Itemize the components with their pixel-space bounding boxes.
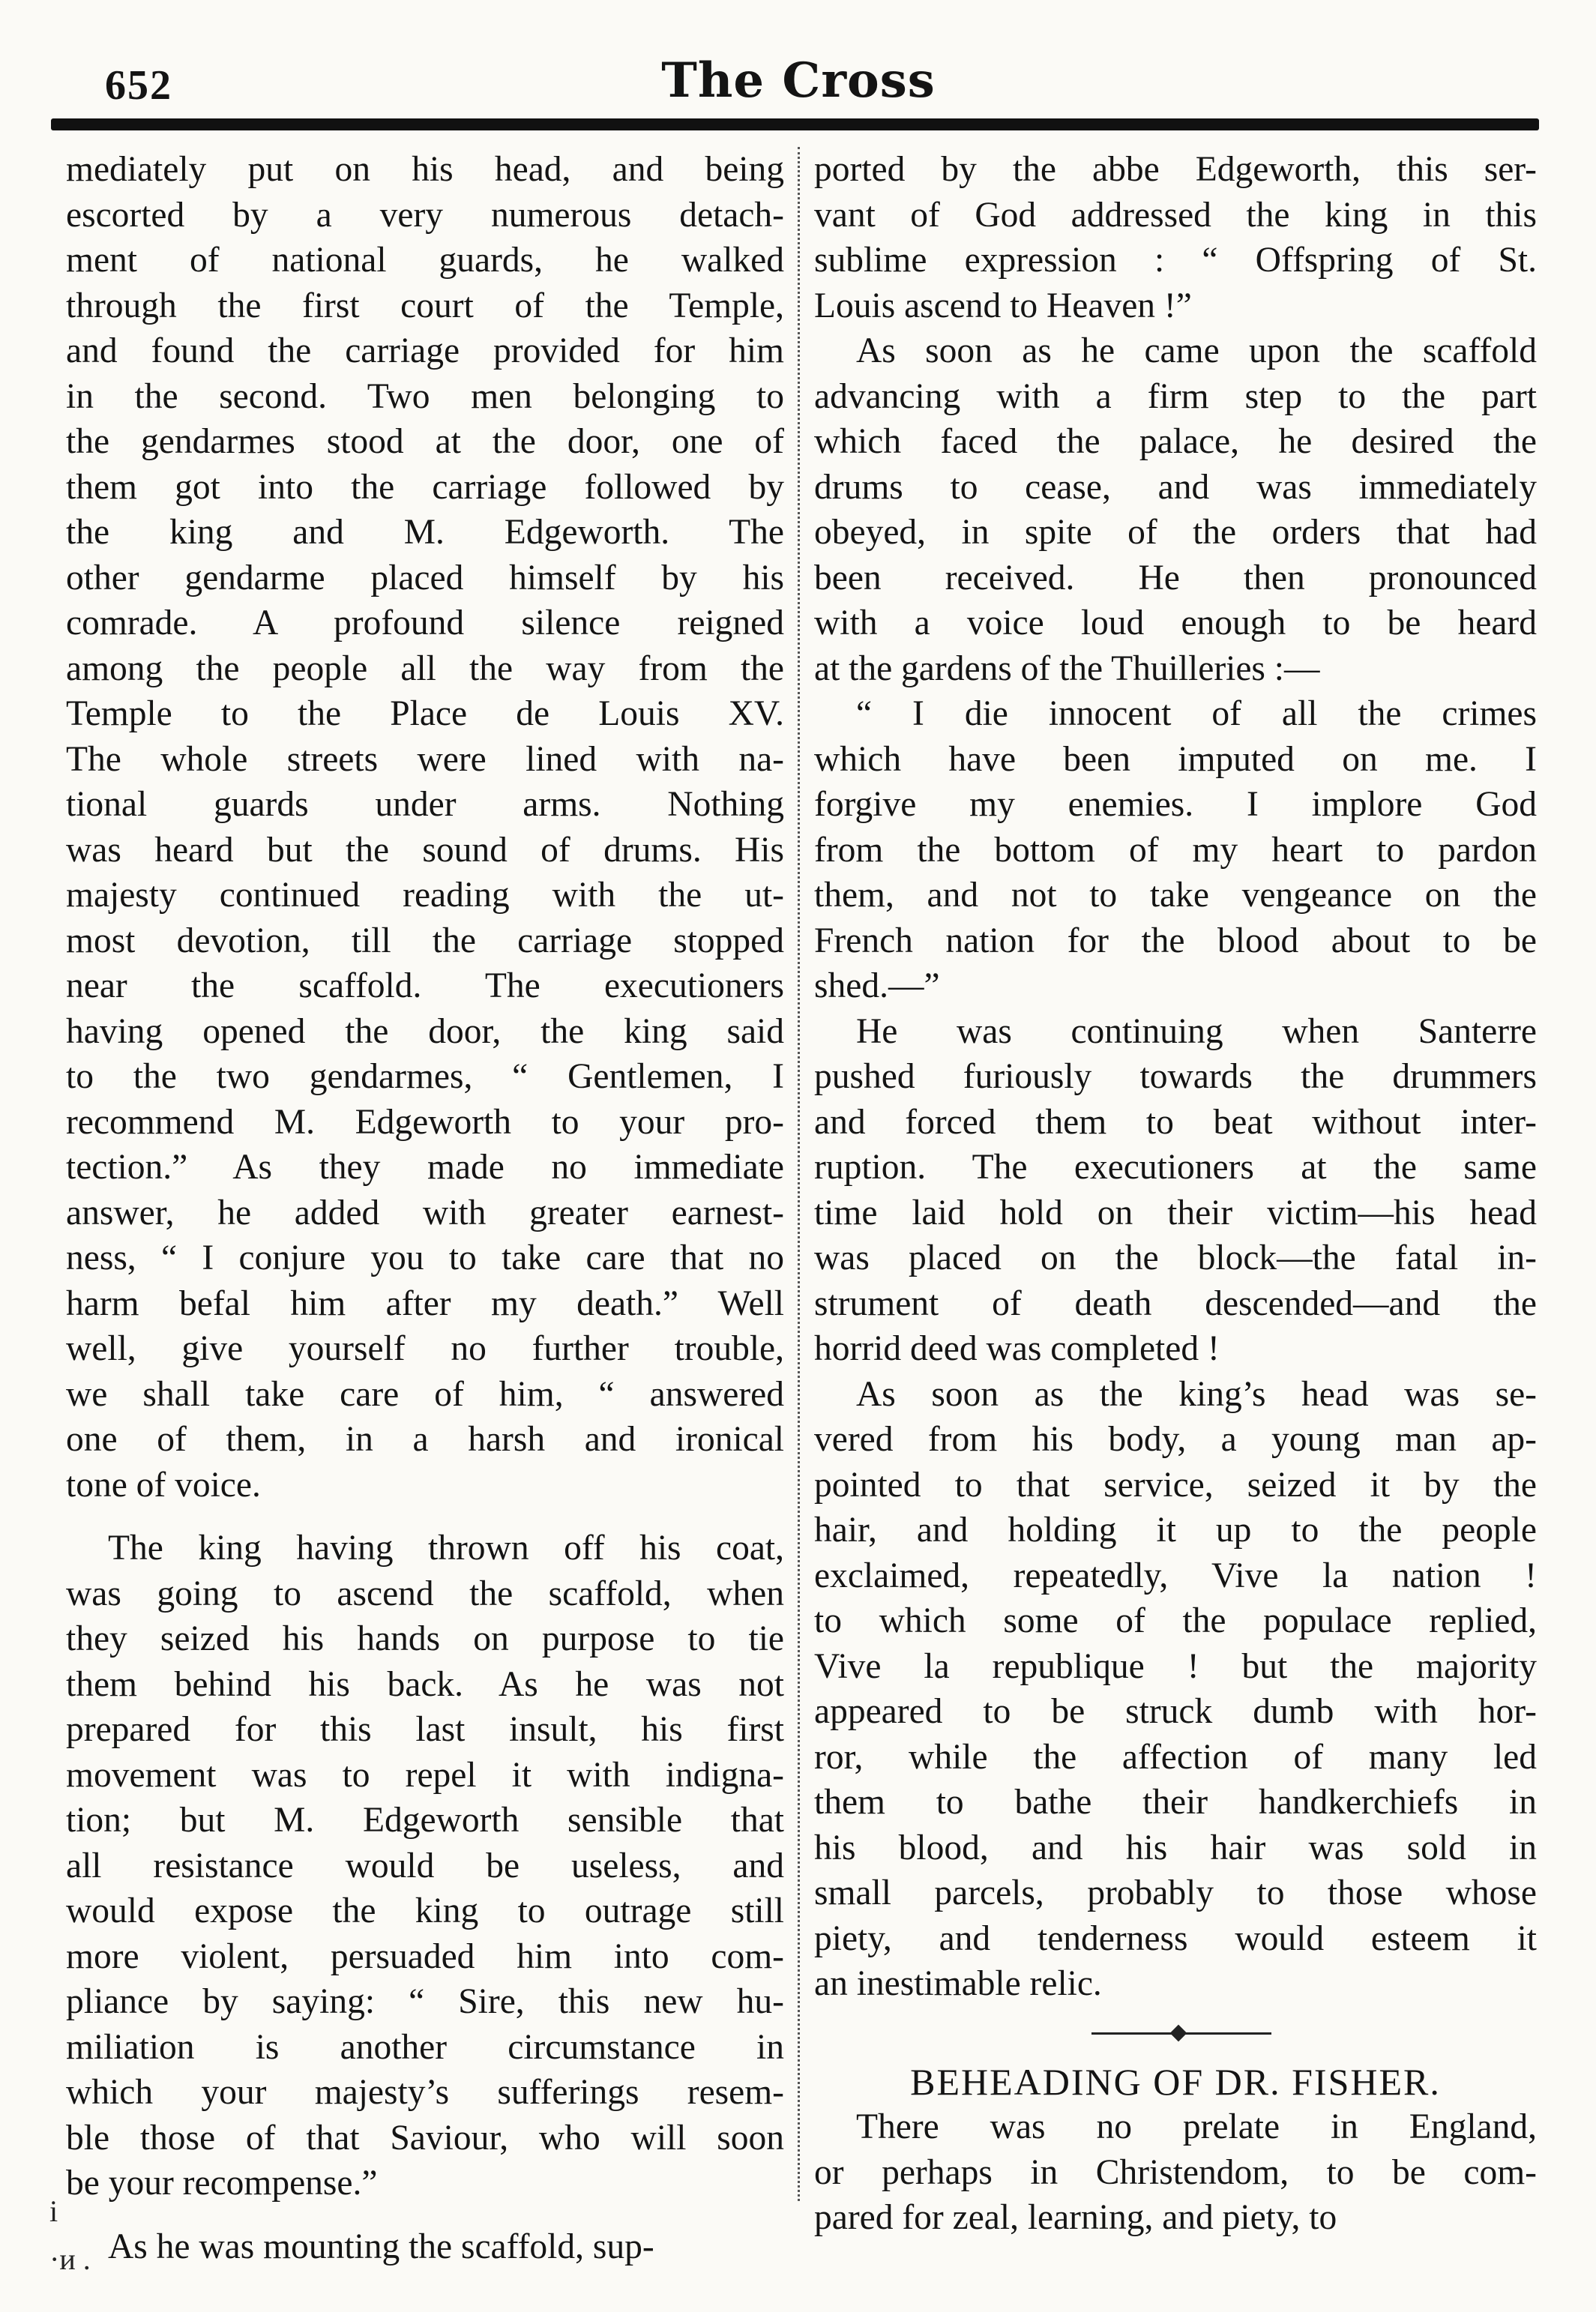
text-line: which faced the palace, he desired the [814,422,1537,461]
text-line: and found the carriage provided for him [66,331,784,370]
text-line: most devotion, till the carriage stopped [66,921,784,960]
text-line: having opened the door, the king said [66,1011,784,1051]
text-line: the king and M. Edgeworth. The [66,513,784,552]
ornament-diamond-icon [1170,2024,1187,2041]
text-line: French nation for the blood about to be [814,921,1537,960]
text-line: which have been imputed on me. I [814,739,1537,779]
text-line: pointed to that service, seized it by the [814,1465,1537,1505]
paragraph [66,147,784,1508]
text-line: drums to cease, and was immediately [814,467,1537,507]
text-line: tional guards under arms. Nothing [66,785,784,824]
text-line: There was no prelate in England, [856,2107,1537,2146]
text-line: pushed furiously towards the drummers [814,1057,1537,1096]
text-line: be your recompense.” [66,2164,378,2203]
text-line: was heard but the sound of drums. His [66,830,784,870]
text-line: vant of God addressed the king in this [814,195,1537,235]
text-line: to the two gendarmes, “ Gentlemen, I [66,1057,784,1096]
text-line: his blood, and his hair was sold in [814,1828,1537,1867]
text-line: answer, he added with greater earnest- [66,1193,784,1232]
text-line: piety, and tenderness would esteem it [814,1918,1537,1958]
text-line: recommend M. Edgeworth to your pro- [66,1102,784,1142]
text-line: ruption. The executioners at the same [814,1148,1537,1187]
left-column [66,147,784,2269]
text-line: majesty continued reading with the ut- [66,876,784,915]
page-header [60,52,1537,120]
text-line: movement was to repel it with indigna- [66,1755,784,1795]
text-line: ment of national guards, he walked [66,241,784,280]
section-heading: BEHEADING OF DR. FISHER. [910,2060,1441,2103]
text-line: time laid hold on their victim—his head [814,1193,1537,1232]
text-line: from the bottom of my heart to pardon [814,830,1537,870]
text-line: forgive my enemies. I implore God [814,785,1537,824]
text-line: The whole streets were lined with na- [66,739,784,779]
text-line: ness, “ I conjure you to take care that no [66,1238,784,1277]
text-line: was going to ascend the scaffold, when [66,1574,784,1613]
text-line: more violent, persuaded him into com- [66,1936,784,1976]
text-line: well, give yourself no further trouble, [66,1329,784,1368]
text-line: small parcels, probably to those whose [814,1873,1537,1912]
text-line: pliance by saying: “ Sire, this new hu- [66,1982,784,2021]
text-line: was placed on the block—the fatal in- [814,1238,1537,1277]
text-line: ported by the abbe Edgeworth, this ser- [814,150,1537,189]
text-line: tion; but M. Edgeworth sensible that [66,1801,784,1840]
text-line: hair, and holding it up to the people [814,1511,1537,1550]
text-line: them, and not to take vengeance on the [814,876,1537,915]
text-line: to which some of the populace replied, [814,1601,1537,1640]
text-line: prepared for this last insult, his first [66,1710,784,1749]
text-line: pared for zeal, learning, and piety, to [814,2198,1337,2237]
text-line: As he was mounting the scaffold, sup- [108,2227,654,2266]
text-line: them behind his back. As he was not [66,1664,784,1704]
header-rule [51,118,1539,130]
text-line: obeyed, in spite of the orders that had [814,513,1537,552]
text-line: been received. He then pronounced [814,558,1537,597]
text-line: mediately put on his head, and being [66,150,784,189]
text-line: ror, while the affection of many led [814,1737,1537,1777]
text-line: and forced them to beat without inter- [814,1102,1537,1142]
text-line: we shall take care of him, “ answered [66,1374,784,1414]
paragraph [814,147,1537,328]
paragraph [814,2104,1537,2241]
column-divider [798,147,802,2201]
text-line: at the gardens of the Thuilleries :— [814,648,1320,688]
text-line: Temple to the Place de Louis XV. [66,694,784,733]
footer-mark: ·и . [49,2242,91,2276]
text-line: the gendarmes stood at the door, one of [66,422,784,461]
text-line: harm befal him after my death.” Well [66,1283,784,1323]
paragraph [814,691,1537,1009]
text-line: escorted by a very numerous detach- [66,195,784,235]
text-line: comrade. A profound silence reigned [66,603,784,642]
text-line: The king having thrown off his coat, [108,1529,784,1568]
text-line: appeared to be struck dumb with hor- [814,1692,1537,1731]
text-line: all resistance would be useless, and [66,1846,784,1885]
text-line: exclaimed, repeatedly, Vive la nation ! [814,1556,1537,1595]
paragraph [814,1372,1537,2007]
text-line: them to bathe their handkerchiefs in [814,1783,1537,1822]
text-line: other gendarme placed himself by his [66,558,784,597]
paragraph [66,2224,784,2270]
text-line: near the scaffold. The executioners [66,966,784,1005]
section-ornament [814,2013,1537,2055]
text-line: one of them, in a harsh and ironical [66,1420,784,1459]
paragraph [814,328,1537,691]
paragraph [814,1009,1537,1372]
text-line: or perhaps in Christendom, to be com- [814,2152,1537,2192]
text-line: which your majesty’s sufferings resem- [66,2073,784,2112]
text-line: “ I die innocent of all the crimes [856,694,1537,733]
text-line: tection.” As they made no immediate [66,1148,784,1187]
text-line: through the first court of the Temple, [66,286,784,325]
footer-mark: i [49,2194,58,2228]
right-column [814,147,1537,2241]
paragraph [66,1526,784,2206]
text-line: tone of voice. [66,1465,261,1505]
text-line: strument of death descended—and the [814,1283,1537,1323]
text-line: with a voice loud enough to be heard [814,603,1537,642]
text-line: He was continuing when Santerre [856,1011,1537,1051]
text-line: an inestimable relic. [814,1964,1102,2003]
page-number: 652 [105,62,172,109]
text-line: As soon as the king’s head was se- [856,1374,1537,1414]
text-line: would expose the king to outrage still [66,1891,784,1930]
text-line: in the second. Two men belonging to [66,376,784,416]
text-line: miliation is another circumstance in [66,2027,784,2067]
text-line: Louis ascend to Heaven !” [814,286,1192,325]
text-line: among the people all the way from the [66,648,784,688]
text-line: horrid deed was completed ! [814,1329,1220,1368]
text-line: vered from his body, a young man ap- [814,1420,1537,1459]
text-line: shed.—” [814,966,940,1005]
text-line: As soon as he came upon the scaffold [856,331,1537,370]
text-line: ble those of that Saviour, who will soon [66,2118,784,2158]
text-line: them got into the carriage followed by [66,467,784,507]
text-line: sublime expression : “ Offspring of St. [814,241,1537,280]
running-title: The Cross [661,52,936,109]
text-line: Vive la republique ! but the majority [814,1646,1537,1686]
text-line: advancing with a firm step to the part [814,376,1537,416]
text-line: they seized his hands on purpose to tie [66,1619,784,1658]
